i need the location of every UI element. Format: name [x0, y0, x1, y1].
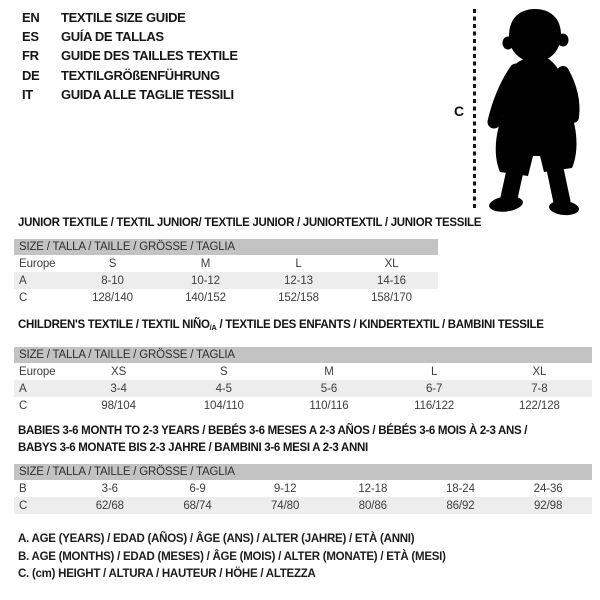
table-cell: XL [532, 365, 547, 378]
language-title-list [22, 8, 238, 104]
row-label: C [19, 399, 28, 412]
babies-table-title [18, 423, 527, 456]
table-row-age [14, 380, 592, 397]
size-header-label: SIZE / TALLA / TAILLE / GRÖSSE / TAGLIA [14, 464, 592, 480]
height-measure-label-c: C [454, 103, 465, 119]
table-cell: 62/68 [95, 499, 124, 512]
table-cell: 5-6 [320, 382, 338, 395]
lang-code: FR [22, 48, 39, 64]
table-cell: 9-12 [273, 482, 297, 495]
table-cell: 8-10 [101, 274, 124, 287]
lang-title: TEXTILE SIZE GUIDE [61, 10, 186, 25]
table-cell: 122/128 [518, 399, 560, 412]
table-cell: 86/92 [446, 499, 475, 512]
row-label: A [19, 382, 27, 395]
table-cell: 3-4 [110, 382, 127, 395]
lang-row-en [22, 8, 238, 27]
table-cell: 68/74 [183, 499, 212, 512]
table-cell: 3-6 [101, 482, 118, 495]
table-row-europe [14, 255, 438, 272]
size-header-row [14, 464, 592, 480]
babies-title-line1: BABIES 3-6 MONTH TO 2-3 YEARS / BEBÉS 3-6 MESES A 2-3 AÑOS / BÉBÉS 3-6 MOIS À 2-3 ANS / [18, 425, 528, 437]
table-cell: 6-9 [189, 482, 206, 495]
lang-code: ES [22, 29, 39, 45]
table-cell: L [431, 365, 438, 378]
row-label: Europe [19, 365, 56, 378]
row-label: B [19, 482, 27, 495]
table-cell: 10-12 [191, 274, 220, 287]
table-cell: 104/110 [203, 399, 244, 412]
babies-title-line2: BABYS 3-6 MONATE BIS 2-3 JAHRE / BAMBINI 3-6 MESI A 2-3 ANNI [18, 441, 368, 454]
row-label: C [19, 291, 28, 304]
table-cell: 116/122 [414, 399, 455, 412]
table-cell: 4-5 [215, 382, 232, 395]
table-row-europe [14, 363, 592, 380]
table-cell: 24-36 [533, 482, 563, 495]
table-cell: 14-16 [377, 274, 406, 287]
lang-row-fr [22, 46, 238, 65]
row-label: A [19, 274, 27, 287]
table-cell: 12-13 [284, 274, 313, 287]
children-table-title [18, 319, 544, 332]
table-cell: S [219, 365, 228, 378]
junior-table [14, 239, 438, 306]
table-cell: S [108, 257, 117, 270]
table-cell: 128/140 [92, 291, 133, 304]
lang-code: DE [22, 67, 40, 83]
table-row-height [14, 397, 592, 414]
size-header-label: SIZE / TALLA / TAILLE / GRÖSSE / TAGLIA [14, 239, 438, 255]
table-cell: 140/152 [185, 291, 226, 304]
table-cell: 74/80 [271, 499, 300, 512]
lang-code: IT [22, 86, 33, 102]
height-measure-dotted-line [473, 9, 476, 210]
table-cell: 7-8 [531, 382, 548, 395]
size-header-label: SIZE / TALLA / TAILLE / GRÖSSE / TAGLIA [14, 347, 592, 363]
footnote-c: C. (cm) HEIGHT / ALTURA / HAUTEUR / HÖHE / ALTEZZA [18, 568, 316, 580]
table-cell: 80/86 [358, 499, 387, 512]
lang-code: EN [22, 10, 40, 25]
table-cell: 92/98 [534, 499, 563, 512]
lang-row-de [22, 66, 238, 85]
junior-table-title: JUNIOR TEXTILE / TEXTIL JUNIOR/ TEXTILE JUNIOR / JUNIORTEXTIL / JUNIOR TESSILE [18, 217, 482, 229]
row-label: C [19, 499, 28, 512]
table-cell: 6-7 [425, 382, 443, 395]
babies-table [14, 464, 592, 514]
children-table [14, 347, 592, 414]
lang-title: GUIDA ALLE TAGLIE TESSILI [61, 86, 234, 102]
lang-row-es [22, 27, 238, 46]
table-row-age [14, 272, 438, 289]
footnote-b: B. AGE (MONTHS) / EDAD (MESES) / ÂGE (MOIS) / ALTER (MONATE) / ETÀ (MESI) [18, 550, 446, 563]
footnote-legend [18, 531, 446, 584]
table-cell: L [295, 257, 302, 270]
table-row-height [14, 289, 438, 306]
table-cell: 110/116 [309, 399, 349, 412]
footnote-a: A. AGE (YEARS) / EDAD (AÑOS) / ÂGE (ANS) / ALTER (JAHRE) / ETÀ (ANNI) [18, 533, 415, 545]
row-label: Europe [19, 257, 56, 270]
table-cell: XS [111, 365, 127, 378]
children-title-suffix: / TEXTILE DES ENFANTS / KINDERTEXTIL / BAMBINI TESSILE [216, 319, 544, 331]
table-cell: XL [384, 257, 399, 270]
table-cell: M [324, 365, 334, 378]
table-cell: 98/104 [101, 399, 136, 412]
lang-title: GUÍA DE TALLAS [61, 29, 164, 45]
table-row-months [14, 480, 592, 497]
lang-title: TEXTILGRÖßENFÜHRUNG [61, 67, 220, 83]
baby-silhouette-image [486, 6, 600, 216]
table-cell: 18-24 [445, 482, 475, 495]
size-header-row [14, 347, 592, 363]
table-cell: 152/158 [278, 291, 319, 304]
table-cell: 158/170 [371, 291, 412, 304]
children-title-prefix: CHILDREN'S TEXTILE / TEXTIL NIÑO [18, 319, 210, 331]
children-title-sub: /A [209, 323, 217, 332]
table-row-height [14, 497, 592, 514]
table-cell: M [200, 257, 211, 270]
size-header-row [14, 239, 438, 255]
table-cell: 12-18 [358, 482, 388, 495]
lang-row-it [22, 85, 238, 104]
lang-title: GUIDE DES TAILLES TEXTILE [61, 48, 238, 64]
